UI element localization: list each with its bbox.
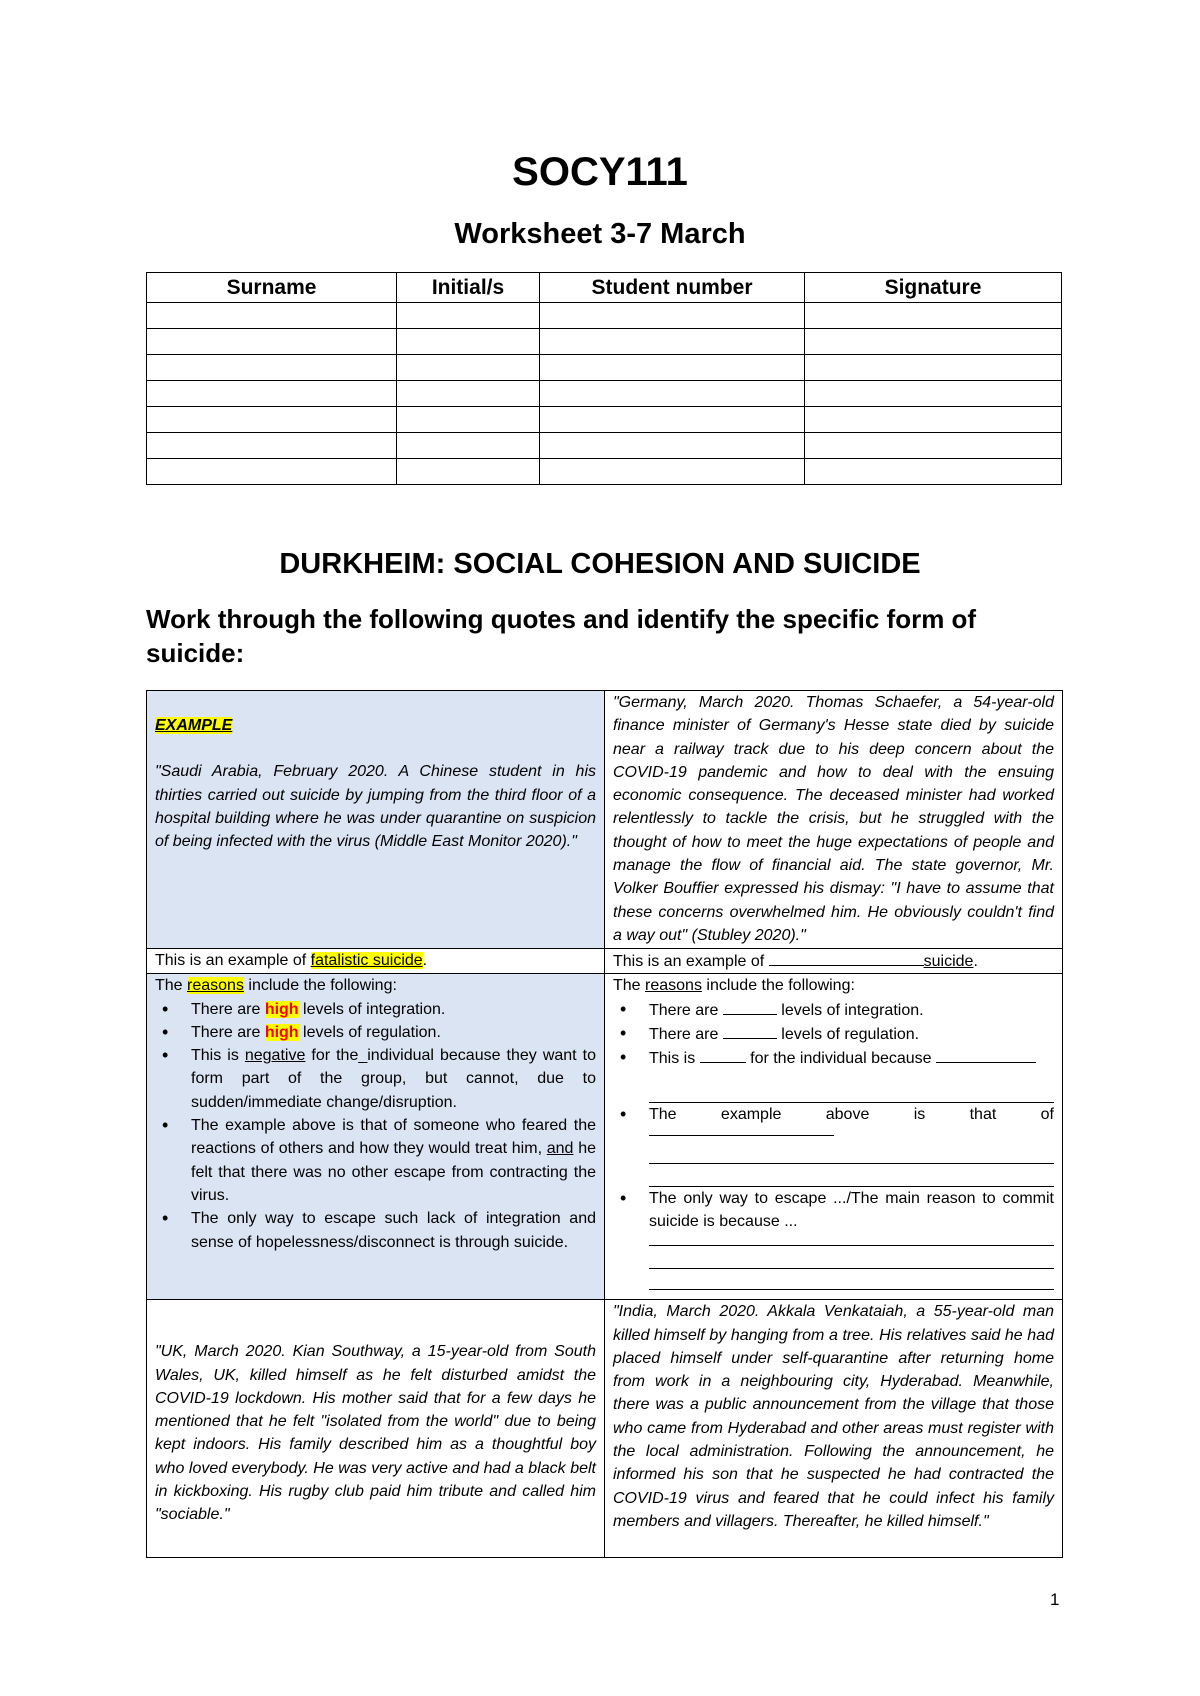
example-classification-prefix: This is an example of [155, 952, 311, 969]
instruction-text: Work through the following quotes and identify the specific form of suicide: [146, 604, 977, 668]
bullet-text: levels of integration. [298, 1000, 446, 1018]
germany-classification-blank[interactable] [769, 949, 924, 966]
bullet-text: The example above is that of someone who feared the reactions of others and how they would treat him, [191, 1117, 596, 1158]
bullet-text: levels of integration. [776, 1001, 924, 1019]
bullet-text: There are [649, 1001, 723, 1019]
example-classification-suffix: . [422, 952, 428, 969]
initials-cell[interactable] [397, 381, 540, 407]
example-reasons-list [155, 998, 596, 1254]
list-item [649, 998, 1054, 1022]
section-title: DURKHEIM: SOCIAL COHESION AND SUICIDE [279, 548, 921, 580]
student-details-table [146, 272, 1062, 485]
initials-cell[interactable] [397, 355, 540, 381]
student-entry-row [147, 407, 1062, 433]
student-entry-row [147, 355, 1062, 381]
example-classification-answer: fatalistic suicide [310, 952, 423, 969]
signature-cell[interactable] [805, 381, 1062, 407]
bullet-text: There are [649, 1025, 723, 1043]
surname-cell[interactable] [147, 355, 397, 381]
example-quote-text: "Saudi Arabia, February 2020. A Chinese student in his thirties carried out suicide by jumping from the third floor of a hospital building where he was under quarantine on suspicion of being infected with the virus (Middle East Monitor 2020)." [155, 763, 596, 851]
answer-line[interactable] [649, 1136, 1054, 1164]
student-number-cell[interactable] [540, 355, 805, 381]
student-number-cell[interactable] [540, 381, 805, 407]
surname-cell[interactable] [147, 303, 397, 329]
initials-cell[interactable] [397, 329, 540, 355]
list-item [191, 1114, 596, 1207]
course-code-title: SOCY111 [512, 150, 688, 194]
signature-cell[interactable] [805, 329, 1062, 355]
signature-cell[interactable] [805, 355, 1062, 381]
list-item [191, 1044, 596, 1114]
student-entry-row [147, 459, 1062, 485]
answer-line[interactable] [649, 1127, 834, 1136]
surname-column-header: Surname [147, 273, 397, 303]
example-reasons-suffix: include the following: [243, 977, 397, 995]
surname-cell[interactable] [147, 381, 397, 407]
answer-line[interactable] [649, 1164, 1054, 1187]
initials-cell[interactable] [397, 407, 540, 433]
quotes-row [147, 1300, 1063, 1558]
bullet-text: for the_individual because they want to form part of the group, but cannot, due to sudden/immediate change/disruption. [191, 1047, 596, 1111]
uk-quote-text: "UK, March 2020. Kian Southway, a 15-year-old from South Wales, UK, killed himself as he felt disturbed amidst the COVID-19 lockdown. His mother said that for a few days he mentioned that he felt "isolated from the world" due to being kept indoors. His family described him as a thoughtful boy who loved everybody. He was very active and had a black belt in kickboxing. His rugby club paid him tribute and called him "sociable." [155, 1343, 596, 1524]
list-item [649, 1187, 1054, 1291]
germany-reasons-cell [605, 974, 1063, 1300]
example-quote-cell [147, 691, 605, 949]
student-number-cell[interactable] [540, 407, 805, 433]
reasons-row [147, 974, 1063, 1300]
signature-cell[interactable] [805, 303, 1062, 329]
bullet-text: for the individual because [745, 1050, 937, 1068]
germany-reasons-heading [613, 974, 1054, 997]
germany-reasons-list [613, 998, 1054, 1291]
signature-column-header: Signature [805, 273, 1062, 303]
bullet-text: This is [649, 1050, 700, 1068]
list-item [191, 1021, 596, 1044]
germany-reasons-prefix: The [613, 977, 646, 995]
student-entry-row [147, 433, 1062, 459]
germany-classification-cell [605, 949, 1063, 974]
signature-cell[interactable] [805, 459, 1062, 485]
integration-level-answer: high [264, 1000, 299, 1018]
example-reasons-heading [155, 974, 596, 997]
bullet-text: There are [191, 1023, 265, 1041]
bullet-text: There are [191, 1000, 265, 1018]
india-quote-text: "India, March 2020. Akkala Venkataiah, a 55-year-old man killed himself by hanging from a tree. His relatives said he had placed himself under self-quarantine after returning home from work in a neighbouring city, Hyderabad. Meanwhile, there was a public announcement from the village that those who came from Hyderabad and other areas must register with the local administration. Following the announcement, he informed his son that he suspected he had contracted the COVID-19 virus and feared that he could infect his family members and villagers. Thereafter, he killed himself." [613, 1303, 1054, 1530]
quotes-table [146, 690, 1063, 1558]
answer-line[interactable] [649, 1246, 1054, 1269]
answer-line[interactable] [649, 1269, 1054, 1290]
student-number-cell[interactable] [540, 433, 805, 459]
surname-cell[interactable] [147, 459, 397, 485]
list-item: • The only way to escape such lack of integration and sense of hopelessness/disconnect is through suicide. [191, 1207, 596, 1254]
germany-classification-prefix: This is an example of [613, 953, 769, 970]
list-item [649, 1022, 1054, 1046]
example-reasons-word: reasons [187, 977, 244, 995]
list-item [191, 998, 596, 1021]
bullet-text: • The only way to escape .../The main reason to commit suicide is because ... [649, 1189, 1054, 1231]
student-entry-row [147, 381, 1062, 407]
signature-cell[interactable] [805, 407, 1062, 433]
example-reasons-prefix: The [155, 977, 188, 995]
list-item [649, 1046, 1054, 1103]
initials-cell[interactable] [397, 433, 540, 459]
germany-classification-suffix: suicide [923, 953, 974, 970]
regulation-level-answer: high [264, 1023, 299, 1041]
bullet-text: levels of regulation. [298, 1023, 441, 1041]
quotes-row [147, 691, 1063, 949]
bullet-text: levels of regulation. [776, 1025, 920, 1043]
surname-cell[interactable] [147, 433, 397, 459]
page-number: 1 [1050, 1590, 1060, 1609]
classification-row [147, 949, 1063, 974]
signature-cell[interactable] [805, 433, 1062, 459]
emphasis-word: and [546, 1140, 574, 1158]
student-number-cell[interactable] [540, 329, 805, 355]
list-item [649, 1103, 1054, 1186]
worksheet-title: Worksheet 3-7 March [454, 218, 746, 250]
example-tag: EXAMPLE [155, 717, 233, 734]
initials-column-header: Initial/s [397, 273, 540, 303]
effect-answer: negative [244, 1047, 306, 1065]
bullet-text: he felt that there was no other escape from contracting the virus. [191, 1140, 596, 1204]
bullet-text: This is [191, 1047, 245, 1065]
answer-line[interactable] [649, 1233, 1054, 1246]
initials-cell[interactable] [397, 459, 540, 485]
student-number-cell[interactable] [540, 303, 805, 329]
regulation-level-blank[interactable] [723, 1022, 777, 1039]
initials-cell[interactable] [397, 303, 540, 329]
germany-quote-cell [605, 691, 1063, 949]
bullet-text: • The example above is that of [649, 1106, 1054, 1124]
uk-quote-cell [147, 1300, 605, 1558]
because-blank[interactable] [936, 1046, 1036, 1063]
example-reasons-cell [147, 974, 605, 1300]
germany-classification-end: . [973, 953, 978, 970]
student-table-header-row [147, 273, 1062, 303]
surname-cell[interactable] [147, 329, 397, 355]
student-entry-row [147, 303, 1062, 329]
integration-level-blank[interactable] [723, 998, 777, 1015]
germany-reasons-suffix: include the following: [701, 977, 855, 995]
germany-reasons-word: reasons [645, 977, 702, 995]
student-number-cell[interactable] [540, 459, 805, 485]
germany-quote-text: "Germany, March 2020. Thomas Schaefer, a 54-year-old finance minister of Germany's Hesse state died by suicide near a railway track due to his deep concern about the COVID-19 pandemic and how to deal with the ensuing economic consequence. The deceased minister had worked relentlessly to tackle the crisis, but he struggled with the thought of how to meet the huge expectations of people and manage the flow of financial aid. The state governor, Mr. Volker Bouffier expressed his dismay: "I have to assume that these concerns overwhelmed him. He obviously couldn't find a way out" (Stubley 2020)." [613, 694, 1054, 944]
student-entry-row [147, 329, 1062, 355]
surname-cell[interactable] [147, 407, 397, 433]
answer-line[interactable] [649, 1080, 1054, 1103]
example-classification-cell [147, 949, 605, 974]
student-number-column-header: Student number [540, 273, 805, 303]
india-quote-cell [605, 1300, 1063, 1558]
effect-blank[interactable] [700, 1046, 746, 1063]
